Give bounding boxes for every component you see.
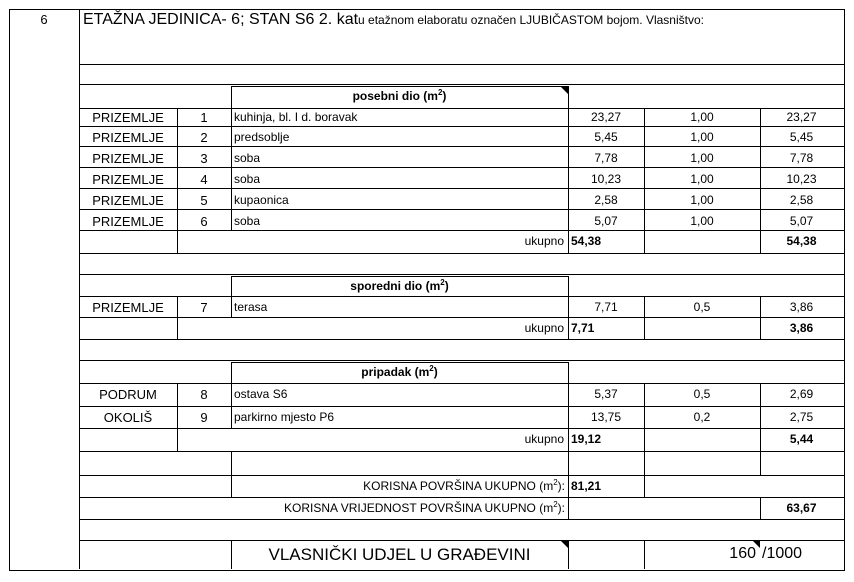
section-title-pripadak: pripadak $(m^2)$ — [361, 364, 438, 379]
grid-line — [568, 497, 569, 519]
grid-line — [79, 339, 844, 340]
floor-cell: PRIZEMLJE — [92, 214, 164, 229]
korisna-povrsina-label: KORISNA POVRŠINA UKUPNO $(m^2)$: — [363, 478, 565, 493]
udjel-numerator: 160 — [729, 545, 756, 562]
room-name-cell: parkirno mjesto P6 — [234, 410, 335, 424]
posebni-total-label: ukupno — [524, 234, 564, 248]
grid-line — [644, 428, 645, 451]
section-title-sporedni: sporedni dio $(m^2)$ — [350, 278, 449, 293]
value-cell: 2,75 — [789, 410, 814, 424]
grid-line — [231, 362, 569, 363]
area-cell: 5,45 — [594, 130, 618, 144]
room-name-cell: soba — [234, 214, 261, 228]
grid-line — [79, 230, 844, 231]
sporedni-total-value: 3,86 — [789, 321, 814, 335]
grid-line — [79, 84, 844, 85]
coefficient-cell: 0,5 — [693, 300, 711, 314]
sporedni-total-area: 7,71 — [571, 321, 595, 335]
grid-line — [231, 108, 232, 230]
room-number-cell: 5 — [200, 193, 208, 208]
grid-line — [568, 276, 569, 296]
floor-cell: PRIZEMLJE — [92, 300, 164, 315]
grid-line — [231, 276, 569, 277]
value-cell: 10,23 — [786, 172, 817, 186]
grid-line — [79, 317, 844, 318]
area-cell: 10,23 — [590, 172, 622, 186]
area-cell: 7,71 — [594, 300, 618, 314]
posebni-total-value: 54,38 — [786, 234, 817, 248]
value-cell: 2,69 — [789, 387, 814, 401]
grid-line — [177, 108, 178, 230]
grid-line — [760, 108, 761, 230]
area-cell: 23,27 — [590, 110, 622, 124]
grid-line — [79, 209, 844, 210]
section-title-posebni: posebni dio $(m^2)$ — [352, 88, 447, 103]
room-name-cell: soba — [234, 172, 261, 186]
grid-line — [231, 86, 569, 87]
coefficient-cell: 0,5 — [693, 387, 711, 401]
unit-title-main: ETAŽNA JEDINICA- 6; STAN S6 2. kat — [83, 11, 359, 28]
vlasnicki-udjel-label: VLASNIČKI UDJEL U GRAĐEVINI — [268, 545, 531, 564]
grid-line — [568, 230, 569, 253]
room-name-cell: kuhinja, bl. I d. boravak — [234, 110, 358, 124]
grid-line — [79, 126, 844, 127]
area-cell: 5,37 — [594, 387, 618, 401]
grid-line — [79, 64, 844, 65]
pripadak-total-value: 5,44 — [789, 432, 814, 446]
grid-line — [79, 296, 844, 297]
coefficient-cell: 0,2 — [693, 410, 711, 424]
coefficient-cell: 1,00 — [690, 110, 714, 124]
room-number-cell: 6 — [200, 214, 208, 229]
grid-line — [79, 428, 844, 429]
grid-line — [568, 451, 569, 475]
room-number-cell: 4 — [200, 172, 208, 187]
floor-cell: PRIZEMLJE — [92, 193, 164, 208]
grid-line — [568, 108, 569, 230]
value-cell: 5,45 — [789, 130, 814, 144]
grid-line — [644, 451, 645, 475]
coefficient-cell: 1,00 — [690, 151, 714, 165]
room-number-cell: 2 — [200, 130, 208, 145]
area-cell: 2,58 — [594, 193, 618, 207]
value-cell: 3,86 — [789, 300, 814, 314]
room-name-cell: predsoblje — [234, 130, 290, 144]
area-cell: 13,75 — [590, 410, 622, 424]
grid-line — [79, 167, 844, 168]
grid-line — [79, 451, 844, 452]
grid-line — [644, 317, 645, 339]
coefficient-cell: 1,00 — [690, 172, 714, 186]
room-number-cell: 9 — [200, 410, 208, 425]
floor-cell: PRIZEMLJE — [92, 151, 164, 166]
unit-index: 6 — [40, 12, 48, 27]
grid-line — [760, 451, 761, 475]
grid-line — [79, 383, 844, 384]
grid-line — [231, 383, 232, 428]
grid-line — [79, 274, 844, 275]
grid-line — [79, 188, 844, 189]
area-cell: 5,07 — [594, 214, 618, 228]
room-number-cell: 8 — [200, 387, 208, 402]
area-cell: 7,78 — [594, 151, 618, 165]
index-column-divider — [79, 9, 80, 569]
grid-line — [568, 317, 569, 339]
room-number-cell: 3 — [200, 151, 208, 166]
grid-line — [644, 475, 645, 497]
floor-cell: PRIZEMLJE — [92, 110, 164, 125]
value-cell: 7,78 — [789, 151, 814, 165]
grid-line — [79, 406, 844, 407]
floor-cell: PRIZEMLJE — [92, 172, 164, 187]
floor-cell: OKOLIŠ — [103, 410, 153, 425]
korisna-povrsina-value: 81,21 — [571, 479, 602, 493]
grid-line — [79, 108, 844, 109]
grid-line — [79, 540, 844, 541]
value-cell: 5,07 — [789, 214, 814, 228]
coefficient-cell: 1,00 — [690, 214, 714, 228]
unit-title-note: u etažnom elaboratu označen LJUBIČASTOM bojom. Vlasništvo: — [358, 13, 704, 27]
room-name-cell: terasa — [234, 300, 268, 314]
coefficient-cell: 1,00 — [690, 130, 714, 144]
grid-line — [568, 540, 569, 569]
pripadak-total-area: 19,12 — [571, 432, 602, 446]
pripadak-total-label: ukupno — [524, 432, 564, 446]
grid-line — [79, 360, 844, 361]
grid-line — [79, 146, 844, 147]
unit-title — [83, 12, 704, 28]
grid-line — [568, 475, 569, 497]
grid-line — [79, 475, 844, 476]
grid-line — [231, 296, 232, 317]
room-number-cell: 1 — [200, 110, 208, 125]
room-name-cell: kupaonica — [234, 193, 289, 207]
grid-line — [79, 253, 844, 254]
grid-line — [79, 497, 844, 498]
room-name-cell: soba — [234, 151, 261, 165]
grid-line — [231, 451, 232, 475]
grid-line — [79, 519, 844, 520]
grid-line — [644, 230, 645, 253]
udjel-denominator: /1000 — [762, 545, 803, 562]
room-name-cell: ostava S6 — [234, 387, 288, 401]
sporedni-total-label: ukupno — [524, 321, 564, 335]
posebni-total-area: 54,38 — [571, 234, 602, 248]
floor-cell: PODRUM — [99, 387, 157, 402]
floor-cell: PRIZEMLJE — [92, 130, 164, 145]
value-cell: 2,58 — [789, 193, 814, 207]
grid-line — [568, 362, 569, 383]
grid-line — [568, 86, 569, 108]
room-number-cell: 7 — [200, 300, 208, 315]
grid-line — [568, 428, 569, 451]
korisna-vrijednost-value: 63,67 — [786, 501, 817, 515]
korisna-vrijednost-label: KORISNA VRIJEDNOST POVRŠINA UKUPNO $(m^2)$: — [284, 500, 565, 515]
grid-line — [644, 108, 645, 230]
value-cell: 23,27 — [786, 110, 817, 124]
coefficient-cell: 1,00 — [690, 193, 714, 207]
